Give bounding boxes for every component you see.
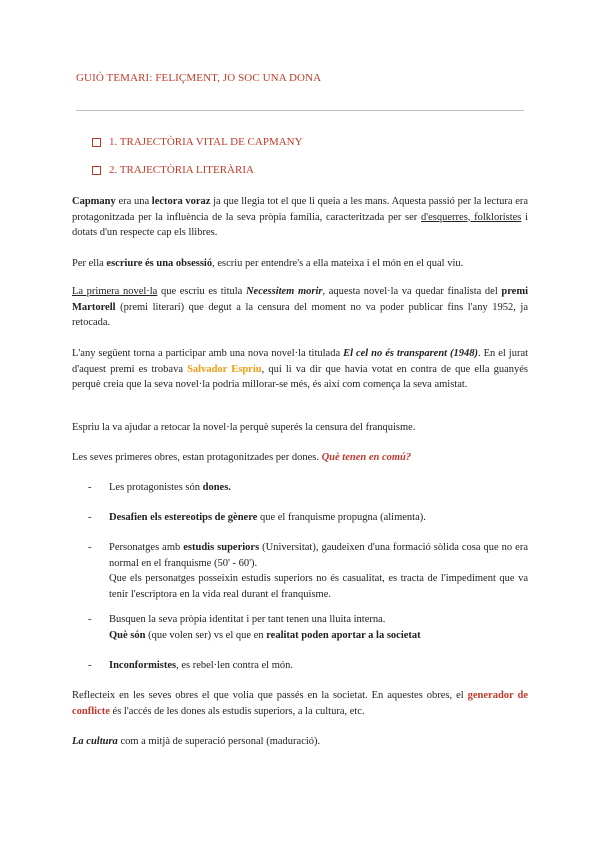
text: Espriu la va ajudar a retocar la novel·la perquè superés la censura del franquisme. bbox=[72, 422, 416, 433]
bullet-text bbox=[109, 612, 528, 643]
text: (premi literari) que degut a la censura del moment no va poder publicar fins l'any 1952, ja retocada. bbox=[72, 301, 528, 328]
bullet-text bbox=[109, 510, 528, 526]
paragraph-first-works bbox=[72, 450, 528, 466]
text: , aquesta novel·la va quedar finalista del bbox=[322, 286, 502, 297]
text-bold: premi Martorell bbox=[72, 286, 529, 313]
bullet-line bbox=[109, 628, 528, 644]
section-heading-2-text: 2. TRAJECTÒRIA LITERÀRIA bbox=[109, 164, 254, 176]
bullet-line: Busquen la seva pròpia identitat i per tant tenen una lluita interna. bbox=[109, 614, 386, 625]
text-highlight-orange: Salvador Espriu bbox=[187, 363, 262, 375]
section-heading-1 bbox=[92, 136, 303, 148]
text-bold-italic: El cel no és transparent (1948) bbox=[343, 348, 479, 359]
text-underline: d'esquerres, folkloristes bbox=[421, 211, 522, 223]
text-bold: Inconformistes bbox=[109, 660, 177, 671]
text-bold: estudis superiors bbox=[183, 542, 260, 553]
checkbox-icon bbox=[92, 138, 101, 147]
text-bold: Capmany bbox=[72, 196, 116, 207]
text: Les protagonistes són bbox=[109, 482, 203, 493]
text: que escriu es titula bbox=[157, 286, 246, 297]
paragraph-espriu-help bbox=[72, 420, 528, 436]
text: és l'accés de les dones als estudis superiors, a la cultura, etc. bbox=[109, 705, 365, 717]
text-bold: dones. bbox=[202, 482, 231, 493]
paragraph-reflection bbox=[72, 688, 528, 719]
paragraph-capmany-reader bbox=[72, 194, 528, 241]
bullet-dash: - bbox=[88, 614, 92, 625]
text: i dotats d'un respecte cap els llibres. bbox=[72, 211, 528, 238]
text: , escriu per entendre's a ella mateixa i el món en el qual viu. bbox=[212, 258, 464, 269]
bullet-text bbox=[109, 480, 528, 496]
text-underline: La primera novel·la bbox=[72, 286, 158, 297]
checkbox-icon bbox=[92, 166, 101, 175]
paragraph-first-novel bbox=[72, 284, 528, 331]
text-bold: Desafien els estereotips de gènere bbox=[109, 512, 258, 523]
bullet-text bbox=[109, 540, 528, 602]
text: ja que llegia tot el que li queia a les mans. Aquesta passió per la lectura era protagonitzada per la influència de la seva pròpia família, caracteritzada per ser bbox=[72, 196, 529, 223]
text-bold: Què són bbox=[109, 629, 146, 641]
text: L'any següent torna a participar amb una nova novel·la titulada bbox=[72, 348, 344, 359]
bullet-text bbox=[109, 658, 528, 674]
text: Les seves primeres obres, estan protagonitzades per dones. bbox=[72, 452, 322, 463]
text: Personatges amb bbox=[109, 542, 184, 553]
text-bold: escriure és una obsessió bbox=[106, 258, 213, 269]
text: Per ella bbox=[72, 258, 107, 269]
section-heading-1-text: 1. TRAJECTÒRIA VITAL DE CAPMANY bbox=[109, 136, 303, 148]
text: (Universitat), gaudeixen d'una formació sòlida cosa que no era normal en el franquisme (50' - 60'). bbox=[109, 542, 528, 569]
text: , qui li va dir que havia votat en contra de que ella guanyés perquè creia que la seva novel·la podria millorar-se més, és així com comença la seva amistat. bbox=[72, 363, 528, 390]
paragraph-second-novel bbox=[72, 346, 528, 393]
text-bold-red: generador de conflicte bbox=[72, 690, 528, 717]
bullet-dash: - bbox=[88, 542, 92, 553]
text-bold-italic: Necessitem morir bbox=[245, 286, 323, 297]
bullet-line: Que els personatges posseixin estudis superiors no és casualitat, es tracta de l'impediment que va tenir l'escriptora en la vida real durant el franquisme. bbox=[109, 573, 528, 600]
text: com a mitjà de superació personal (maduració). bbox=[117, 736, 321, 747]
text: era una bbox=[115, 196, 152, 207]
document-title: GUIÓ TEMARI: FELIÇMENT, JO SOC UNA DONA bbox=[76, 72, 322, 84]
text-bold-italic: La cultura bbox=[72, 736, 118, 747]
bullet-dash: - bbox=[88, 512, 92, 523]
bullet-dash: - bbox=[88, 482, 92, 493]
text-question-red: Què tenen en comú? bbox=[321, 452, 412, 463]
paragraph-obsession bbox=[72, 256, 528, 272]
paragraph-culture bbox=[72, 734, 528, 750]
text-bold: realitat poden aportar a la societat bbox=[266, 629, 421, 641]
text: , es rebel·len contra el món. bbox=[176, 660, 293, 671]
text: . En el jurat d'aquest premi es trobava bbox=[72, 348, 529, 375]
text: (que volen ser) vs el que en bbox=[145, 629, 267, 641]
title-divider bbox=[76, 110, 524, 111]
text-bold: lectora voraz bbox=[151, 196, 211, 207]
bullet-dash: - bbox=[88, 660, 92, 671]
bullet-line bbox=[109, 540, 528, 571]
section-heading-2 bbox=[92, 164, 254, 176]
text: Reflecteix en les seves obres el que volia que passés en la societat. En aquestes obres, el bbox=[72, 690, 468, 701]
text: que el franquisme propugna (alimenta). bbox=[257, 512, 426, 523]
